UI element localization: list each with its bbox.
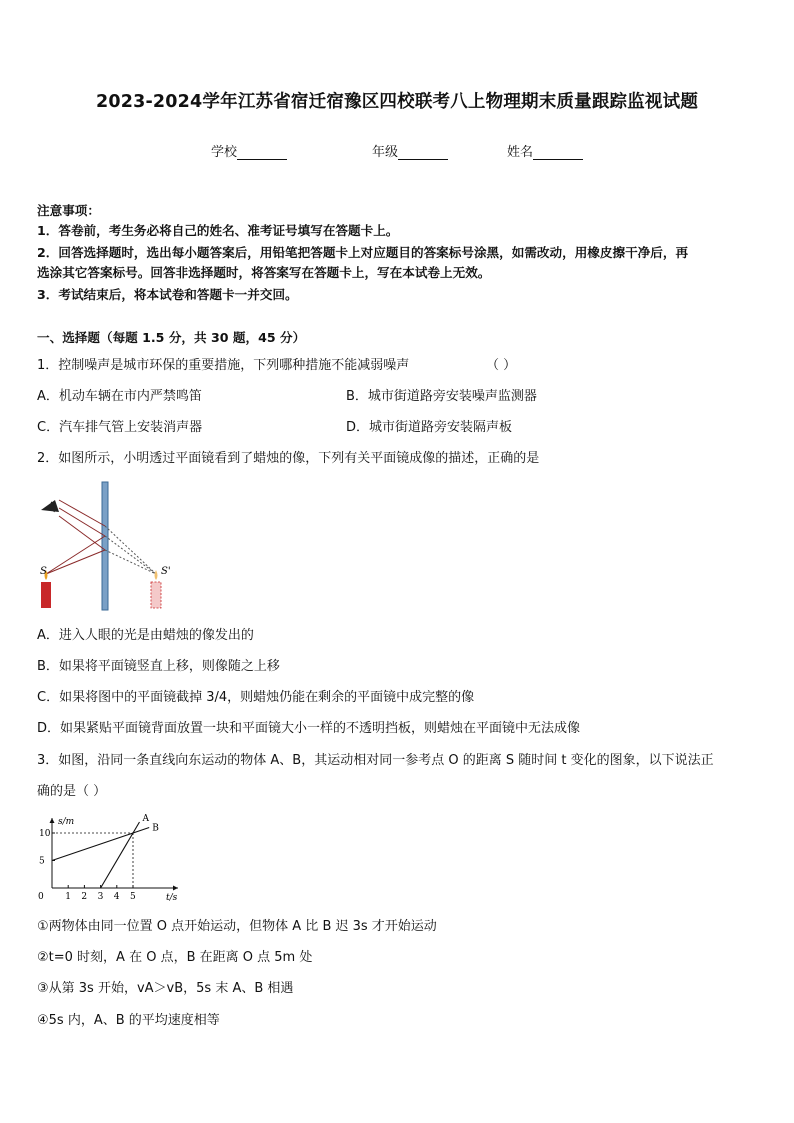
x-axis-label: t/s	[166, 893, 178, 903]
x-tick-label: 0	[38, 892, 44, 902]
notice-item: 3．考试结束后，将本试卷和答题卡一并交回。	[37, 287, 298, 302]
series-label-a: A	[142, 814, 149, 824]
q2-option-b[interactable]: B．如果将平面镜竖直上移，则像随之上移	[37, 659, 280, 674]
series-line-a	[101, 822, 140, 888]
x-tick-label: 4	[113, 892, 120, 902]
label-s-prime: S'	[161, 566, 171, 577]
eye-icon	[41, 500, 59, 512]
school-label: 学校	[211, 145, 238, 160]
virtual-ray	[105, 536, 156, 574]
virtual-ray	[105, 526, 156, 574]
name-blank[interactable]	[533, 145, 583, 160]
notice-item: 2．回答选择题时，选出每小题答案后，用铅笔把答题卡上对应题目的答案标号涂黑，如需改动，用橡皮擦干净后，再	[37, 245, 689, 260]
name-field[interactable]	[507, 141, 583, 160]
question-1-answer-paren[interactable]: （ ）	[486, 358, 517, 373]
x-tick-label: 5	[130, 892, 136, 902]
y-tick-label: 5	[39, 856, 45, 867]
question-2-stem: 2．如图所示，小明透过平面镜看到了蜡烛的像，下列有关平面镜成像的描述，正确的是	[37, 451, 540, 466]
reflected-ray	[59, 516, 105, 550]
s-t-graph	[30, 810, 190, 905]
grade-blank[interactable]	[398, 145, 448, 160]
plane-mirror-figure	[37, 478, 177, 613]
virtual-ray	[105, 550, 156, 574]
question-3-stem-cont: 确的是（ ）	[37, 784, 107, 799]
section-heading: 一、选择题（每题 1.5 分，共 30 题，45 分）	[37, 330, 306, 345]
question-1-stem: 1．控制噪声是城市环保的重要措施，下列哪种措施不能减弱噪声	[37, 358, 410, 373]
notice-item: 选涂其它答案标号。回答非选择题时，将答案写在答题卡上，写在本试卷上无效。	[37, 265, 491, 280]
notice-item: 1．答卷前，考生务必将自己的姓名、准考证号填写在答题卡上。	[37, 223, 399, 238]
series-line-b	[52, 828, 149, 861]
question-3-stem: 3．如图，沿同一条直线向东运动的物体 A、B，其运动相对同一参考点 O 的距离 S 随时间 t 变化的图象，以下说法正	[37, 753, 714, 768]
x-tick-label: 2	[81, 892, 88, 902]
y-axis-arrow	[50, 818, 55, 823]
q2-option-d[interactable]: D．如果紧贴平面镜背面放置一块和平面镜大小一样的不透明挡板，则蜡烛在平面镜中无法成像	[37, 721, 581, 736]
notice-heading: 注意事项：	[37, 203, 100, 218]
q1-option-d[interactable]: D．城市街道路旁安装隔声板	[346, 420, 513, 435]
q2-option-a[interactable]: A．进入人眼的光是由蜡烛的像发出的	[37, 628, 254, 643]
incident-ray	[46, 550, 105, 574]
school-blank[interactable]	[237, 145, 287, 160]
x-tick-label: 1	[65, 892, 71, 902]
q2-option-c[interactable]: C．如果将图中的平面镜截掉 3/4，则蜡烛仍能在剩余的平面镜中成完整的像	[37, 690, 475, 705]
school-field[interactable]	[211, 141, 287, 160]
q1-option-a[interactable]: A．机动车辆在市内严禁鸣笛	[37, 389, 202, 404]
x-tick-label: 3	[97, 892, 104, 902]
grade-label: 年级	[372, 145, 399, 160]
x-axis-arrow	[173, 886, 178, 891]
q3-statement-4[interactable]: ④5s 内，A、B 的平均速度相等	[37, 1013, 220, 1028]
label-s: S	[40, 566, 47, 577]
name-label: 姓名	[507, 145, 534, 160]
page-title: 2023-2024学年江苏省宿迁宿豫区四校联考八上物理期末质量跟踪监视试题	[95, 92, 699, 112]
y-axis-label: s/m	[58, 817, 75, 827]
mirror-icon	[102, 482, 108, 610]
grade-field[interactable]	[372, 141, 448, 160]
q1-option-c[interactable]: C．汽车排气管上安装消声器	[37, 420, 203, 435]
q3-statement-1[interactable]: ①两物体由同一位置 O 点开始运动，但物体 A 比 B 迟 3s 才开始运动	[37, 919, 437, 934]
y-tick-label: 10	[39, 829, 51, 839]
q3-statement-3[interactable]: ③从第 3s 开始，vA＞vB，5s 末 A、B 相遇	[37, 981, 294, 996]
q3-statement-2[interactable]: ②t=0 时刻，A 在 O 点，B 在距离 O 点 5m 处	[37, 950, 313, 965]
incident-ray	[46, 536, 105, 574]
series-label-b: B	[152, 823, 159, 834]
candle-image-icon	[151, 570, 161, 608]
q1-option-b[interactable]: B．城市街道路旁安装噪声监测器	[346, 389, 537, 404]
